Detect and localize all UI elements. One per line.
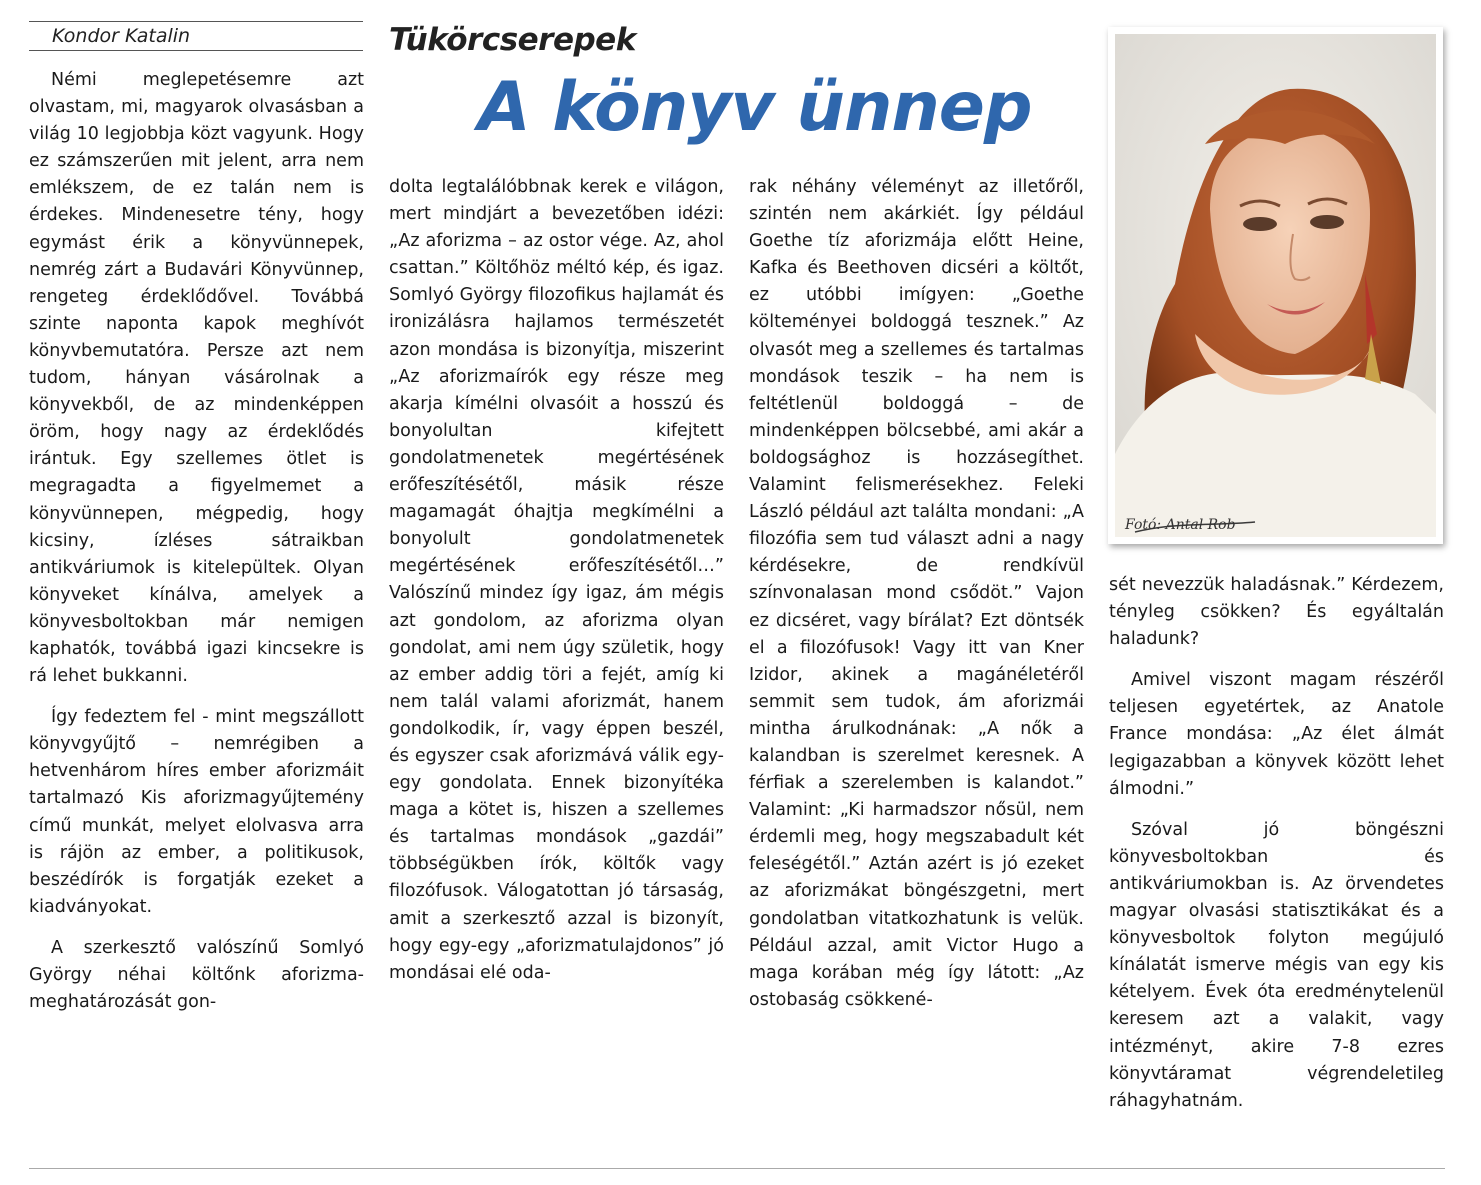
text-column-2 <box>389 174 724 1185</box>
column-kicker: Tükörcserepek <box>389 22 636 58</box>
photo-signature: Fotó: Antal Rob <box>1125 517 1236 533</box>
author-photo <box>1108 27 1443 544</box>
paragraph: dolta legtalálóbbnak kerek e világon, mert mindjárt a bevezetőben idézi: „Az aforizma – az ostor vége. Az, ahol csattan.” Költőhöz méltó kép, és igaz. Somlyó György filozofikus hajlamát és ironizálásra hajlamos természetét azon mondása is bizonyítja, miszerint „Az aforizmaírók egy része meg akarja kímélni olvasóit a hosszú és bonyolultan kifejtett gondolatmenetek megértésének erőfeszítésétől, másik része magamagát óhajtja megkímélni a bonyolult gondolatmenetek megértésének erőfeszítésétől…” Valószínű mindez így igaz, ám mégis azt gondolom, az aforizma olyan gondolat, ami nem úgy születik, hogy az ember addig töri a fejét, amíg ki nem talál valami aforizmát, hanem gondolkodik, ír, vagy éppen beszél, és egyszer csak aforizmává válik egy-egy gondolata. Ennek bizonyítéka maga a kötet is, hiszen a szellemes és tartalmas mondások „gazdái” többségükben írók, költők vagy filozófusok. Válogatottan jó társaság, amit a szerkesztő azzal is bizonyít, hogy egy-egy „aforizmatulajdonos” jó mondásai elé oda- <box>389 177 724 983</box>
paragraph: rak néhány véleményt az illetőről, szintén nem akárkiét. Így például Goethe tíz aforizmája előtt Heine, Kafka és Beethoven dicséri a költőt, ez utóbbi imígyen: „Goethe költeményei boldoggá tesznek.” Az olvasót meg a szellemes és tartalmas mondások teszik – ha nem is feltétlenül boldoggá – de mindenképpen bölcsebbé, ami akár a boldogsághoz is hozzásegíthet. Valamint felismerésekhez. Feleki László például azt találta mondani: „A filozófia sem tud választ adni a nagy kérdésekre, de rendkívül színvonalasan mond csődöt.” Vajon ez dicséret, vagy bírálat? Ezt döntsék el a filozófusok! Vagy itt van Kner Izidor, akinek a magánéletéről semmit sem tudok, ám aforizmái mintha árulkodnának: „A nők a kalandban is szerelmet keresnek. A férfiak a szerelemben is kalandot.” Valamint: „Ki harmadszor nősül, nem érdemli meg, hogy megszabadult két feleségétől.” Aztán azért is jó ezeket az aforizmákat böngészgetni, mert gondolatban vitatkozhatunk is velük. Például azzal, amit Victor Hugo a maga korában még így látott: „Az ostobaság csökkené- <box>749 177 1084 1010</box>
author-rule-bottom <box>29 50 363 51</box>
paragraph: Amivel viszont magam részéről teljesen egyetértek, az Anatole France mondása: „Az élet álmát legigazabban a könyvek között lehet álmodni.” <box>1109 670 1444 799</box>
author-name: Kondor Katalin <box>52 25 191 47</box>
article-headline: A könyv ünnep <box>478 68 1032 147</box>
paragraph: A szerkesztő valószínű Somlyó György néhai költőnk aforizma-meghatározását gon- <box>29 937 364 1013</box>
portrait-image <box>1115 34 1436 537</box>
text-column-3 <box>749 174 1084 1185</box>
text-column-4 <box>1109 572 1444 1185</box>
text-column-1 <box>29 67 364 1185</box>
paragraph: Így fedeztem fel - mint megszállott könyvgyűjtő – nemrégiben a hetvenhárom híres ember aforizmáit tartalmazó Kis aforizmagyűjtemény című munkát, melyet elolvasva arra is rájön az ember, a politikusok, beszédírók is forgatják ezeket a kiadványokat. <box>29 707 364 917</box>
paragraph: sét nevezzük haladásnak.” Kérdezem, tényleg csökken? És egyáltalán haladunk? <box>1109 575 1444 650</box>
paragraph: Némi meglepetésemre azt olvastam, mi, magyarok olvasásban a világ 10 legjobbja közt vagyunk. Hogy ez számszerűen mit jelent, arra nem emlékszem, de ez talán nem is érdekes. Mindenesetre tény, hogy egymást érik a könyvünnepek, nemrég zárt a Budavári Könyvünnep, rengeteg érdeklődővel. Továbbá szinte naponta kapok meghívót könyvbemutatóra. Persze azt nem tudom, hányan vásárolnak a könyvekből, de az mindenképpen öröm, hogy nagy az érdeklődés irántuk. Egy szellemes ötlet is megragadta a figyelmemet a könyvünnepen, mégpedig, hogy kicsiny, ízléses sátraikban antikváriumok is kitelepültek. Olyan könyveket kínálva, amelyek a könyvesboltokban már nemigen kaphatók, továbbá igazi kincsekre is rá lehet bukkanni. <box>29 70 364 687</box>
author-rule-top <box>29 21 363 22</box>
bottom-rule <box>29 1168 1445 1169</box>
paragraph: Szóval jó böngészni könyvesboltokban és antikváriumokban is. Az örvendetes magyar olvasási statisztikákat és a könyvesboltok folyton megújuló kínálatát ismerve mégis van egy kis kételyem. Évek óta eredménytelenül keresem azt a valakit, vagy intézményt, akire 7-8 ezres könyvtáramat végrendeletileg ráhagyhatnám. <box>1109 819 1444 1111</box>
